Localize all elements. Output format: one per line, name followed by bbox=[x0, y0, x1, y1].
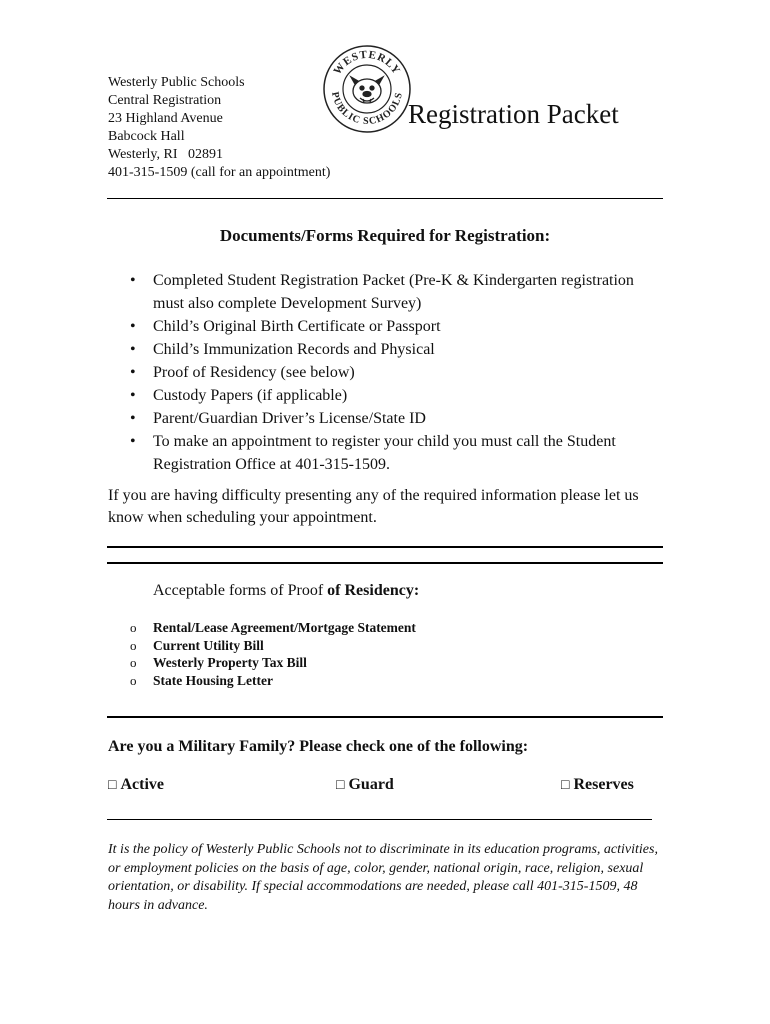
address-line: 401-315-1509 (call for an appointment) bbox=[108, 165, 331, 180]
list-item: • Parent/Guardian Driver’s License/State ID bbox=[108, 407, 668, 430]
list-item: • Proof of Residency (see below) bbox=[108, 361, 668, 384]
residency-heading bbox=[153, 582, 419, 600]
list-item: o Rental/Lease Agreement/Mortgage Statement bbox=[130, 619, 416, 637]
list-item: • Child’s Immunization Records and Physical bbox=[108, 338, 668, 361]
documents-heading: Documents/Forms Required for Registration: bbox=[219, 226, 551, 245]
seal-text-bottom: PUBLIC SCHOOLS bbox=[329, 90, 405, 128]
option-label: Guard bbox=[348, 776, 394, 793]
checkbox-icon[interactable]: □ bbox=[108, 778, 117, 793]
address-line: Westerly Public Schools bbox=[108, 75, 245, 90]
school-seal-logo bbox=[322, 44, 412, 134]
option-guard[interactable] bbox=[336, 776, 394, 794]
option-label: Reserves bbox=[573, 776, 634, 793]
address-line: Westerly, RI 02891 bbox=[108, 147, 224, 162]
residency-heading-part2: of Residency: bbox=[327, 582, 420, 599]
residency-list bbox=[130, 619, 416, 689]
school-address bbox=[108, 74, 330, 182]
list-item: • To make an appointment to register your child you must call the Student Registration Office at 401-315-1509. bbox=[108, 430, 668, 476]
military-question: Are you a Military Family? Please check one of the following: bbox=[108, 738, 529, 755]
list-item: o State Housing Letter bbox=[130, 672, 416, 690]
checkbox-icon[interactable]: □ bbox=[336, 778, 345, 793]
divider bbox=[107, 819, 652, 820]
seal-text-top: WESTERLY bbox=[331, 48, 403, 78]
option-active[interactable] bbox=[108, 776, 164, 794]
list-item: • Custody Papers (if applicable) bbox=[108, 384, 668, 407]
divider bbox=[107, 198, 663, 199]
page-title: Registration Packet bbox=[408, 99, 619, 129]
list-item: • Completed Student Registration Packet (Pre-K & Kindergarten registration must also complete Development Survey) bbox=[108, 269, 668, 315]
residency-heading-part1: Acceptable forms of Proof bbox=[153, 582, 328, 599]
divider bbox=[107, 546, 663, 548]
divider bbox=[107, 716, 663, 718]
address-line: Central Registration bbox=[108, 93, 222, 108]
svg-text:WESTERLY bbox=[331, 49, 402, 77]
option-label: Active bbox=[120, 776, 164, 793]
documents-list bbox=[108, 269, 668, 476]
difficulty-note: If you are having difficulty presenting any of the required information please let us know when scheduling your appointment. bbox=[108, 487, 639, 526]
non-discrimination-policy: It is the policy of Westerly Public Schools not to discriminate in its education programs, activities, or employment policies on the basis of age, color, gender, national origin, race, religion, sexual orientation, or disability. If special accommodations are needed, please call 401-315-1509, 48 hours in advance. bbox=[108, 842, 658, 913]
option-reserves[interactable] bbox=[561, 776, 634, 794]
checkbox-icon[interactable]: □ bbox=[561, 778, 570, 793]
divider bbox=[107, 562, 663, 564]
list-item: o Current Utility Bill bbox=[130, 637, 416, 655]
bulldog-icon bbox=[351, 77, 383, 103]
list-item: • Child’s Original Birth Certificate or Passport bbox=[108, 315, 668, 338]
list-item: o Westerly Property Tax Bill bbox=[130, 654, 416, 672]
address-line: Babcock Hall bbox=[108, 129, 185, 144]
address-line: 23 Highland Avenue bbox=[108, 111, 223, 126]
